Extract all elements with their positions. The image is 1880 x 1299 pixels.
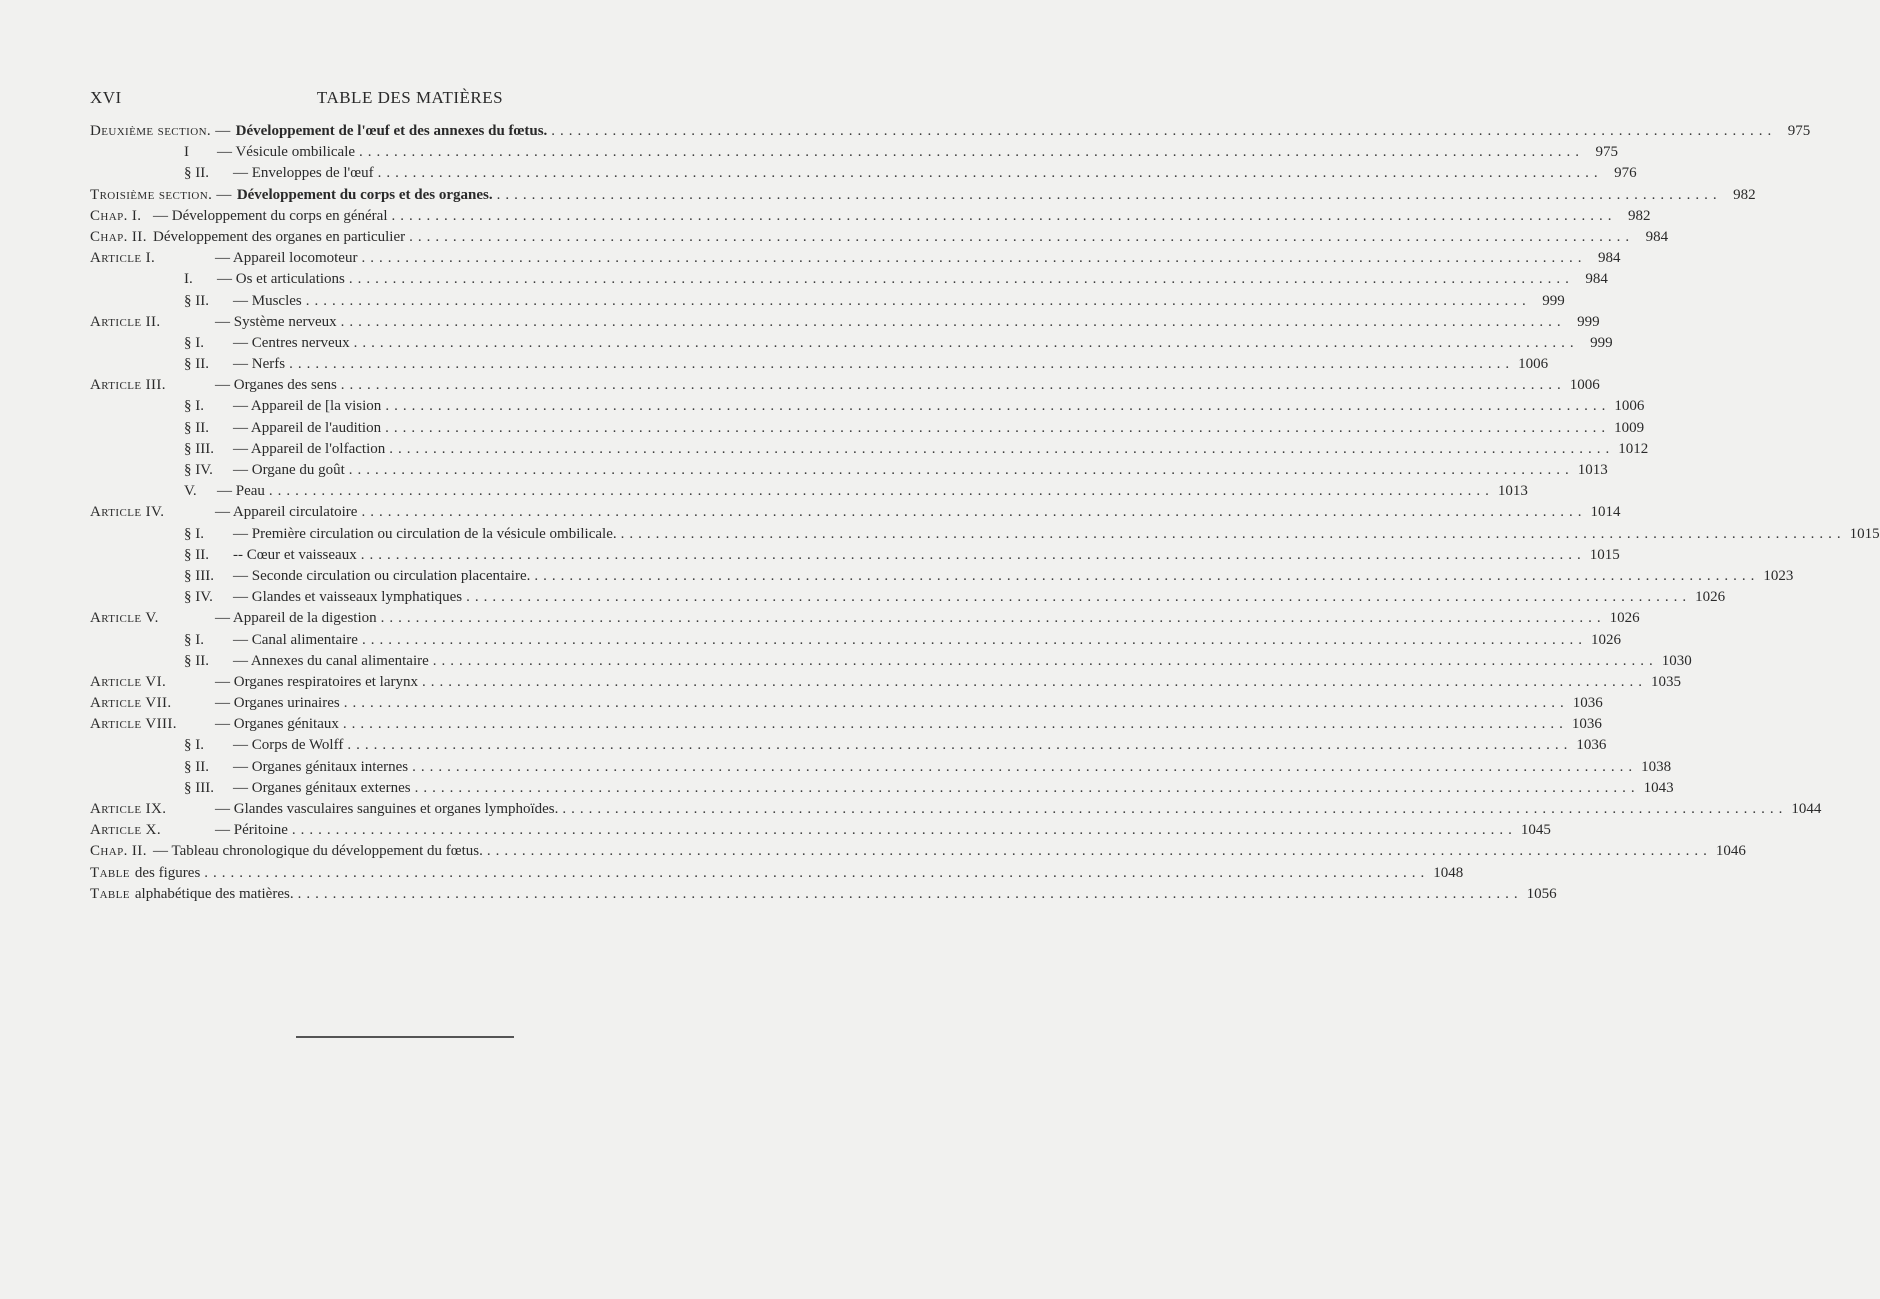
dot-leader: ............................................................................................................................................: [340, 313, 1566, 330]
toc-entry-label: § I.: [184, 737, 204, 754]
toc-entry-title: des figures: [134, 864, 201, 881]
dot-leader: ............................................................................................................................................: [343, 695, 1569, 712]
toc-entry: [90, 884, 1557, 905]
toc-entry-title: — Organes génitaux externes: [233, 779, 411, 796]
toc-entry-page: 1014: [1590, 504, 1621, 521]
dot-leader: ............................................................................................................................................: [432, 652, 1658, 669]
toc-entry-page: 1030: [1661, 652, 1692, 669]
dot-leader: ............................................................................................................................................: [412, 758, 1638, 775]
toc-entry-title: — Première circulation ou circulation de la vésicule ombilicale.: [233, 525, 617, 542]
toc-entry: [90, 396, 1645, 417]
toc-entry: [90, 778, 1674, 799]
toc-entry-title: — Organe du goût: [233, 462, 345, 478]
toc-entry-label: Table: [90, 885, 130, 902]
dot-leader: ............................................................................................................................................: [486, 843, 1712, 860]
toc-entry-title: — Enveloppes de l'œuf: [233, 165, 374, 182]
toc-entry: [90, 651, 1692, 672]
toc-entry: [90, 841, 1746, 862]
toc-entry: [90, 269, 1608, 290]
toc-entry-label: § I.: [184, 334, 204, 351]
toc-entry-label: I.: [184, 271, 193, 288]
toc-entry-page: 1038: [1641, 758, 1672, 775]
dot-leader: ............................................................................................................................................: [340, 377, 1566, 394]
toc-entry-label: Article III.: [90, 377, 166, 394]
toc-entry-title: Développement du corps et des organes.: [236, 186, 493, 203]
dot-leader: ............................................................................................................................................: [385, 419, 1611, 436]
toc-entry-label: § I.: [184, 631, 204, 648]
toc-entry-label: V.: [184, 483, 197, 500]
toc-entry-page: 1012: [1618, 440, 1649, 457]
toc-entry: [90, 545, 1620, 566]
toc-entry-title: — Os et articulations: [217, 271, 345, 288]
toc-entry: [90, 735, 1607, 756]
toc-entry-title: — Muscles: [233, 292, 302, 309]
toc-entry-page: 1026: [1609, 610, 1640, 627]
toc-entry-page: 982: [1628, 207, 1651, 224]
dot-leader: ............................................................................................................................................: [359, 144, 1585, 161]
dot-leader: ............................................................................................................................................: [361, 250, 1587, 267]
dot-leader: ............................................................................................................................................: [291, 822, 1517, 839]
toc-entry: [90, 863, 1464, 884]
toc-entry-label: Article IX.: [90, 801, 167, 817]
toc-entry-title: — Canal alimentaire: [233, 631, 358, 648]
toc-entry-label: Article I.: [90, 250, 156, 267]
toc-entry-label: Chap. II.: [90, 228, 147, 245]
dot-leader: ............................................................................................................................................: [204, 864, 1430, 881]
toc-entry-page: 976: [1614, 165, 1637, 182]
toc-entry-title: — Péritoine: [215, 822, 288, 839]
dot-leader: ............................................................................................................................................: [409, 228, 1635, 245]
toc-entry: [90, 163, 1637, 184]
toc-entry-title: — Seconde circulation ou circulation placentaire.: [233, 567, 531, 584]
toc-entry: [90, 799, 1822, 820]
toc-entry-label: Article V.: [90, 610, 159, 627]
toc-entry-title: — Appareil de l'olfaction: [233, 440, 386, 457]
toc-entry-title: — Appareil circulatoire: [215, 504, 358, 521]
dot-leader: ............................................................................................................................................: [305, 292, 1531, 309]
toc-entry-page: 999: [1577, 313, 1600, 330]
toc-entry-page: 1036: [1571, 716, 1602, 733]
toc-entry: [90, 185, 1756, 206]
toc-entry-title: — Appareil de [la vision: [233, 398, 382, 415]
toc-entry-page: 1006: [1569, 377, 1600, 394]
toc-entry: [90, 206, 1651, 227]
toc-entry: [90, 693, 1603, 714]
toc-entry-page: 1043: [1643, 779, 1674, 796]
page-header: [90, 88, 730, 112]
dot-leader: ............................................................................................................................................: [380, 610, 1606, 627]
toc-entry-title: — Organes respiratoires et larynx: [215, 673, 418, 690]
toc-entry-label: § I.: [184, 525, 204, 542]
toc-entry: [90, 757, 1672, 778]
toc-entry-page: 999: [1590, 334, 1613, 351]
toc-entry-label: § IV.: [184, 589, 213, 606]
dot-leader: ............................................................................................................................................: [377, 165, 1603, 182]
toc-entry: [90, 630, 1621, 651]
toc-entry-page: 1036: [1572, 695, 1603, 712]
toc-entry-title: — Peau: [217, 483, 265, 500]
toc-entry-title: Développement de l'œuf et des annexes du fœtus.: [235, 123, 548, 139]
toc-entry: [90, 375, 1600, 396]
toc-entry-page: 1026: [1590, 631, 1621, 648]
dot-leader: ............................................................................................................................................: [361, 504, 1587, 521]
dot-leader: ............................................................................................................................................: [348, 271, 1574, 288]
dot-leader: ............................................................................................................................................: [360, 546, 1586, 563]
toc-entry-page: 1013: [1577, 462, 1608, 478]
toc-entry: [90, 333, 1613, 354]
toc-entry: [90, 418, 1645, 439]
dot-leader: ............................................................................................................................................: [361, 631, 1587, 648]
toc-entry-label: § II.: [184, 356, 209, 373]
toc-entry: [90, 524, 1880, 545]
toc-entry-label: § II.: [184, 292, 209, 309]
dot-leader: ............................................................................................................................................: [496, 186, 1722, 203]
toc-entry-page: 984: [1645, 228, 1669, 245]
toc-entry-title: Développement des organes en particulier: [153, 228, 406, 245]
toc-entry-title: — Tableau chronologique du développement du fœtus.: [153, 843, 483, 860]
toc-entry-label: Article VIII.: [90, 716, 177, 733]
toc-entry-label: Article X.: [90, 822, 161, 839]
toc-entry-title: — Glandes vasculaires sanguines et organes lymphoïdes.: [215, 801, 559, 817]
toc-entry-page: 975: [1787, 123, 1811, 139]
toc-entry: [90, 587, 1726, 608]
dot-leader: ............................................................................................................................................: [620, 525, 1846, 542]
toc-entry-title: — Nerfs: [233, 356, 286, 373]
toc-entry-title: -- Cœur et vaisseaux: [233, 546, 357, 563]
toc-entry: [90, 672, 1681, 693]
toc-entry-label: Article IV.: [90, 504, 165, 521]
toc-entry: [90, 354, 1549, 375]
toc-entry: [90, 481, 1528, 502]
toc-entry: [90, 439, 1649, 460]
dot-leader: ............................................................................................................................................: [551, 123, 1777, 139]
toc-entry-label: § III.: [184, 779, 214, 796]
toc-entry-label: § IV.: [184, 462, 213, 478]
toc-entry: [90, 227, 1669, 248]
dot-leader: ............................................................................................................................................: [348, 462, 1574, 478]
toc-entry-title: — Appareil de la digestion: [215, 610, 377, 627]
dot-leader: ............................................................................................................................................: [562, 801, 1788, 817]
page-title: TABLE DES MATIÈRES: [316, 88, 504, 107]
toc-entry-title: — Corps de Wolff: [233, 737, 344, 754]
toc-entry-page: 1006: [1614, 398, 1645, 415]
toc-entry: [90, 121, 1811, 142]
toc-entry-title: — Appareil de l'audition: [233, 419, 382, 436]
dot-leader: ............................................................................................................................................: [297, 885, 1523, 902]
table-of-contents: [90, 121, 1880, 905]
toc-entry-label: Chap. I.: [90, 207, 142, 224]
toc-entry-label: § I.: [184, 398, 204, 415]
dot-leader: ............................................................................................................................................: [534, 567, 1760, 584]
toc-entry-page: 999: [1542, 292, 1565, 309]
toc-entry-title: — Organes des sens: [215, 377, 337, 394]
dot-leader: ............................................................................................................................................: [289, 356, 1515, 373]
toc-entry-page: 982: [1733, 186, 1756, 203]
page-number: XVI: [90, 88, 122, 107]
toc-entry-page: 984: [1597, 250, 1621, 267]
dot-leader: ............................................................................................................................................: [389, 440, 1615, 457]
toc-entry-label: § II.: [184, 652, 209, 669]
closing-rule: [296, 1036, 514, 1038]
toc-entry-label: § II.: [184, 419, 209, 436]
toc-entry-page: 975: [1595, 144, 1619, 161]
toc-entry-label: Table: [90, 864, 130, 881]
toc-entry-page: 1015: [1589, 546, 1620, 563]
dot-leader: ............................................................................................................................................: [342, 716, 1568, 733]
toc-entry-label: § II.: [184, 758, 209, 775]
toc-entry-title: — Appareil locomoteur: [215, 250, 358, 267]
toc-entry: [90, 820, 1551, 841]
toc-entry-page: 1026: [1695, 589, 1726, 606]
toc-entry-page: 1009: [1614, 419, 1645, 436]
toc-entry-page: 1013: [1497, 483, 1528, 500]
toc-entry-label: § III.: [184, 567, 214, 584]
toc-entry: [90, 502, 1621, 523]
toc-entry-label: § II.: [184, 546, 209, 563]
toc-entry-page: 1006: [1518, 356, 1549, 373]
toc-entry-page: 984: [1585, 271, 1608, 288]
toc-entry: [90, 714, 1602, 735]
toc-entry-label: Article II.: [90, 313, 161, 330]
toc-entry: [90, 566, 1794, 587]
toc-entry-label: § III.: [184, 440, 214, 457]
toc-entry-title: — Annexes du canal alimentaire: [233, 652, 429, 669]
toc-entry: [90, 608, 1640, 629]
toc-entry-title: — Glandes et vaisseaux lymphatiques: [233, 589, 463, 606]
toc-entry-label: Troisième section. —: [90, 186, 232, 203]
toc-entry: [90, 291, 1565, 312]
toc-entry-title: — Centres nerveux: [233, 334, 350, 351]
toc-entry-page: 1045: [1520, 822, 1551, 839]
toc-entry: [90, 142, 1619, 163]
dot-leader: ............................................................................................................................................: [391, 207, 1617, 224]
toc-entry-page: 1056: [1526, 885, 1557, 902]
toc-entry-title: — Organes urinaires: [215, 695, 340, 712]
toc-entry-label: Chap. II.: [90, 843, 147, 860]
toc-entry-title: alphabétique des matières.: [134, 885, 294, 902]
dot-leader: ............................................................................................................................................: [347, 737, 1573, 754]
toc-entry-page: 1046: [1715, 843, 1746, 860]
dot-leader: ............................................................................................................................................: [422, 673, 1647, 690]
dot-leader: ............................................................................................................................................: [466, 589, 1692, 606]
toc-entry-page: 1023: [1763, 567, 1794, 584]
toc-entry-title: — Développement du corps en général: [153, 207, 388, 224]
toc-entry-label: Article VI.: [90, 673, 167, 690]
toc-entry-label: Article VII.: [90, 695, 172, 712]
toc-entry-label: Deuxième section. —: [90, 123, 231, 139]
toc-entry: [90, 312, 1600, 333]
toc-entry-label: I: [184, 144, 189, 161]
toc-entry: [90, 248, 1621, 269]
dot-leader: ............................................................................................................................................: [414, 779, 1640, 796]
toc-entry-label: § II.: [184, 165, 209, 182]
toc-entry-page: 1015: [1849, 525, 1880, 542]
toc-entry-page: 1035: [1651, 673, 1681, 690]
dot-leader: ............................................................................................................................................: [268, 483, 1494, 500]
toc-entry-page: 1048: [1433, 864, 1464, 881]
toc-entry-title: — Système nerveux: [215, 313, 337, 330]
dot-leader: ............................................................................................................................................: [353, 334, 1579, 351]
toc-entry-title: — Vésicule ombilicale: [217, 144, 356, 161]
toc-entry-page: 1036: [1576, 737, 1607, 754]
toc-entry-title: — Organes génitaux: [215, 716, 339, 733]
toc-entry-title: — Organes génitaux internes: [233, 758, 409, 775]
toc-entry: [90, 460, 1608, 481]
dot-leader: ............................................................................................................................................: [385, 398, 1611, 415]
toc-entry-page: 1044: [1791, 801, 1822, 817]
